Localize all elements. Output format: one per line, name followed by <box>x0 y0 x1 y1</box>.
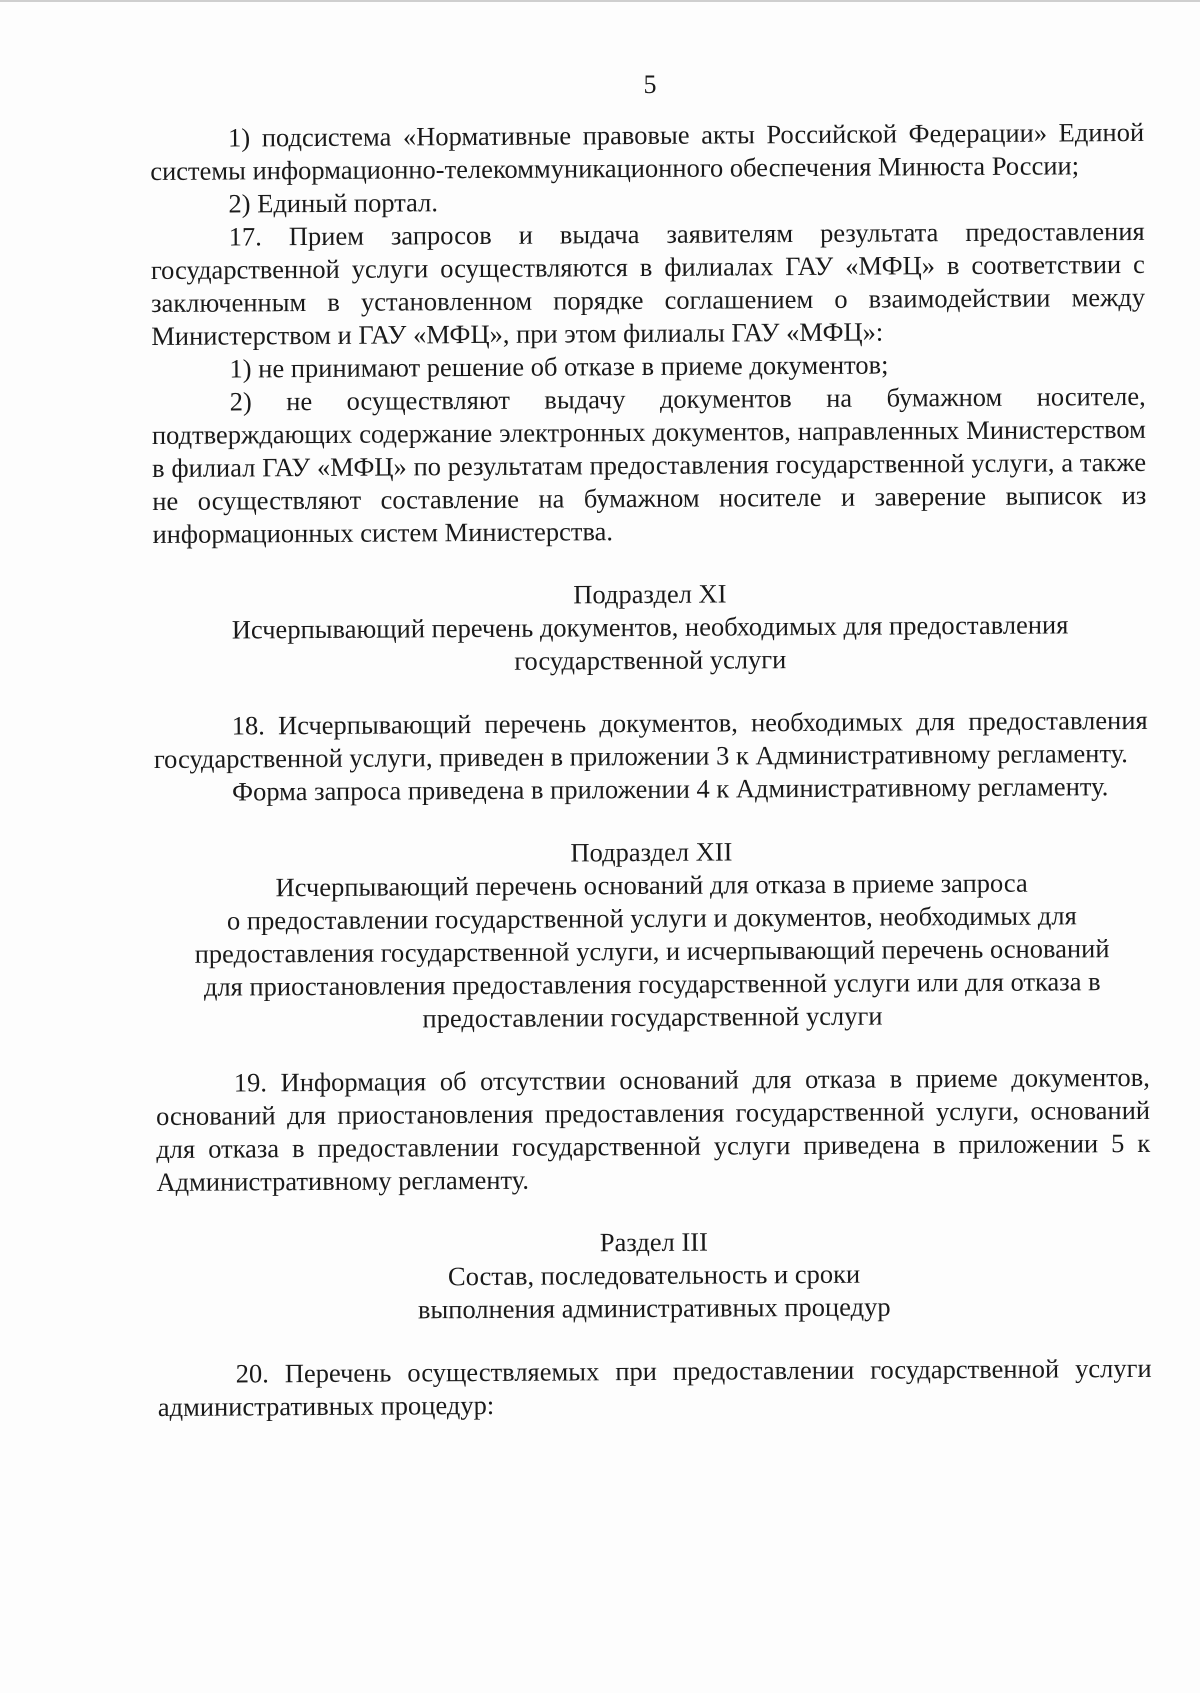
paragraph-subsystem: 1) подсистема «Нормативные правовые акты Российской Федерации» Единой системы информационно-телекоммуникационного обеспечения Минюста России; <box>150 116 1145 186</box>
heading-line: о предоставлении государственной услуги и документов, необходимых для <box>226 900 1077 936</box>
heading-subsection-xi <box>153 575 1148 680</box>
paragraph-17-item-2: 2) не осуществляют выдачу документов на бумажном носителе, подтверждающих содержание электронных документов, направленных Министерством в филиал ГАУ «МФЦ» по результатам предоставления государственной услуги, а также не осуществляют составление на бумажном носителе и заверение выписок из информационных систем Министерства. <box>151 380 1147 549</box>
paragraph-17: 17. Прием запросов и выдача заявителям результата предоставления государственной услуги осуществляются в филиалах ГАУ «МФЦ» в соответствии с заключенным в установленном порядке соглашением о взаимодействии между Министерством и ГАУ «МФЦ», при этом филиалы ГАУ «МФЦ»: <box>150 215 1146 351</box>
page-number: 5 <box>643 70 657 99</box>
heading-section-iii <box>157 1223 1152 1328</box>
heading-line: Исчерпывающий перечень оснований для отказа в приеме запроса <box>275 867 1028 903</box>
heading-line: предоставления государственной услуги, и исчерпывающий перечень оснований <box>194 933 1110 969</box>
document-body <box>150 116 1152 1424</box>
heading-title: Подраздел XI <box>573 578 727 610</box>
paragraph-18: 18. Исчерпывающий перечень документов, необходимых для предоставления государственной услуги, приведен в приложении 3 к Административному регламенту. <box>153 704 1148 774</box>
scan-edge <box>0 0 1200 2</box>
heading-line: Исчерпывающий перечень документов, необходимых для предоставления <box>231 609 1069 645</box>
heading-line: государственной услуги <box>514 644 787 676</box>
paragraph-unified-portal: 2) Единый портал. <box>228 187 439 219</box>
heading-subsection-xii <box>154 833 1149 1037</box>
paragraph-request-form: Форма запроса приведена в приложении 4 к Административному регламенту. <box>231 771 1109 807</box>
heading-line: Состав, последовательность и сроки <box>447 1258 861 1292</box>
heading-line: предоставлении государственной услуги <box>422 1000 883 1034</box>
paragraph-17-item-1: 1) не принимают решение об отказе в приеме документов; <box>229 349 889 384</box>
paragraph-20: 20. Перечень осуществляемых при предоставлении государственной услуги административных процедур: <box>157 1352 1152 1422</box>
paragraph-19: 19. Информация об отсутствии оснований для отказа в приеме документов, оснований для приостановления предоставления государственной услуги, оснований для отказа в предоставлении государственной услуги приведена в приложении 5 к Административному регламенту. <box>155 1061 1151 1197</box>
heading-title: Раздел III <box>599 1226 708 1258</box>
heading-line: для приостановления предоставления государственной услуги или для отказа в <box>203 966 1101 1002</box>
heading-title: Подраздел XII <box>570 836 733 868</box>
heading-line: выполнения административных процедур <box>417 1291 891 1325</box>
